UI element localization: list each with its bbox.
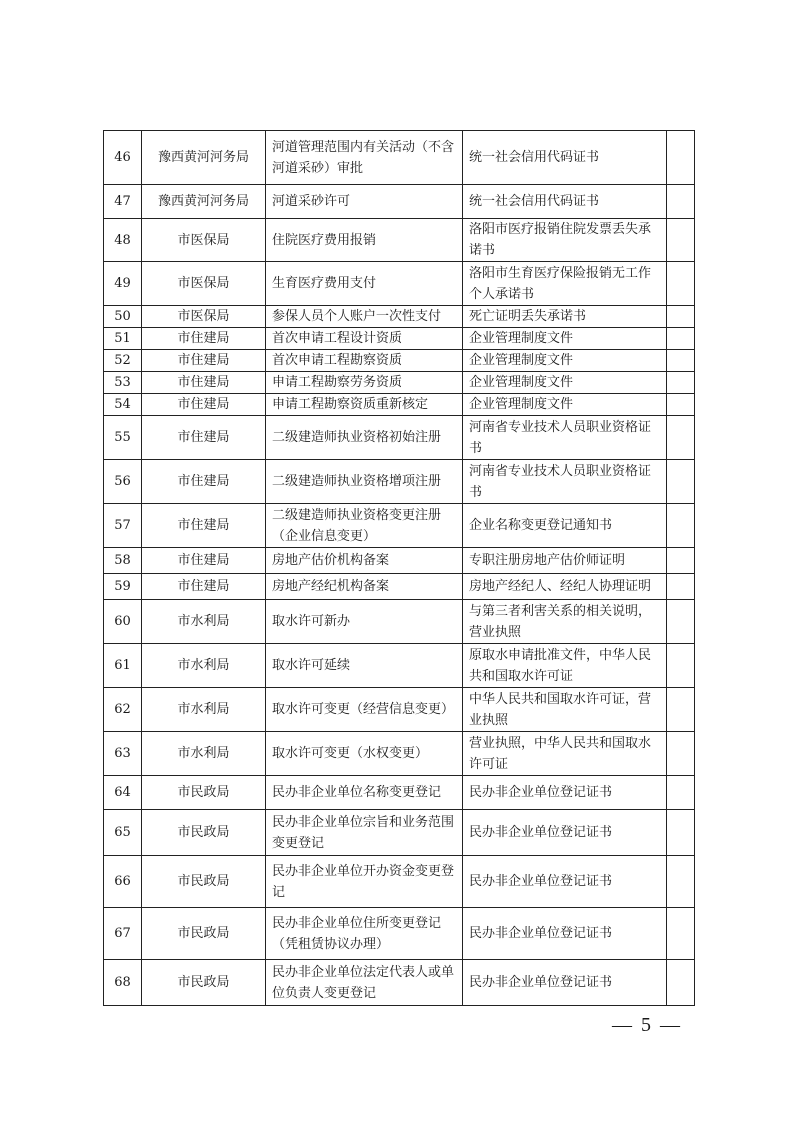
table-row — [104, 219, 695, 262]
service-item-cell: 申请工程勘察资质重新核定 — [266, 394, 463, 416]
note-cell — [667, 810, 695, 856]
table-row — [104, 394, 695, 416]
table-row — [104, 908, 695, 960]
row-number: 68 — [104, 960, 142, 1006]
service-item-cell: 河道采砂许可 — [266, 185, 463, 219]
service-item-cell: 二级建造师执业资格增项注册 — [266, 460, 463, 504]
department-cell: 市住建局 — [142, 350, 266, 372]
department-cell: 市民政局 — [142, 960, 266, 1006]
service-item-cell: 生育医疗费用支付 — [266, 262, 463, 306]
service-item-cell: 房地产经纪机构备案 — [266, 574, 463, 600]
table-row — [104, 644, 695, 688]
material-cell: 民办非企业单位登记证书 — [463, 856, 667, 908]
table-row — [104, 328, 695, 350]
material-cell: 企业管理制度文件 — [463, 350, 667, 372]
table-row — [104, 306, 695, 328]
table-row — [104, 810, 695, 856]
department-cell: 市住建局 — [142, 394, 266, 416]
note-cell — [667, 185, 695, 219]
service-item-cell: 二级建造师执业资格变更注册（企业信息变更） — [266, 504, 463, 548]
table-row — [104, 856, 695, 908]
material-cell: 死亡证明丢失承诺书 — [463, 306, 667, 328]
material-cell: 统一社会信用代码证书 — [463, 185, 667, 219]
department-cell: 市水利局 — [142, 600, 266, 644]
department-cell: 市民政局 — [142, 810, 266, 856]
note-cell — [667, 504, 695, 548]
material-cell: 民办非企业单位登记证书 — [463, 776, 667, 810]
service-item-cell: 首次申请工程勘察资质 — [266, 350, 463, 372]
table-row — [104, 574, 695, 600]
department-cell: 市住建局 — [142, 548, 266, 574]
note-cell — [667, 372, 695, 394]
service-item-cell: 取水许可变更（经营信息变更） — [266, 688, 463, 732]
table-row — [104, 960, 695, 1006]
row-number: 49 — [104, 262, 142, 306]
service-item-cell: 取水许可新办 — [266, 600, 463, 644]
certification-items-table — [103, 130, 695, 1006]
row-number: 50 — [104, 306, 142, 328]
department-cell: 市住建局 — [142, 574, 266, 600]
row-number: 46 — [104, 131, 142, 185]
department-cell: 豫西黄河河务局 — [142, 131, 266, 185]
service-item-cell: 民办非企业单位开办资金变更登记 — [266, 856, 463, 908]
row-number: 53 — [104, 372, 142, 394]
material-cell: 洛阳市生育医疗保险报销无工作个人承诺书 — [463, 262, 667, 306]
table-row — [104, 350, 695, 372]
note-cell — [667, 262, 695, 306]
table-row — [104, 416, 695, 460]
note-cell — [667, 776, 695, 810]
table-row — [104, 732, 695, 776]
material-cell: 营业执照，中华人民共和国取水许可证 — [463, 732, 667, 776]
note-cell — [667, 856, 695, 908]
department-cell: 市医保局 — [142, 262, 266, 306]
row-number: 61 — [104, 644, 142, 688]
service-item-cell: 取水许可变更（水权变更） — [266, 732, 463, 776]
row-number: 62 — [104, 688, 142, 732]
row-number: 56 — [104, 460, 142, 504]
material-cell: 民办非企业单位登记证书 — [463, 960, 667, 1006]
note-cell — [667, 306, 695, 328]
row-number: 52 — [104, 350, 142, 372]
page-number: — 5 — — [612, 1014, 682, 1036]
note-cell — [667, 600, 695, 644]
row-number: 66 — [104, 856, 142, 908]
row-number: 54 — [104, 394, 142, 416]
material-cell: 企业管理制度文件 — [463, 394, 667, 416]
material-cell: 房地产经纪人、经纪人协理证明 — [463, 574, 667, 600]
note-cell — [667, 732, 695, 776]
material-cell: 河南省专业技术人员职业资格证书 — [463, 460, 667, 504]
material-cell: 原取水申请批准文件，中华人民共和国取水许可证 — [463, 644, 667, 688]
service-item-cell: 参保人员个人账户一次性支付 — [266, 306, 463, 328]
department-cell: 市水利局 — [142, 732, 266, 776]
service-item-cell: 民办非企业单位名称变更登记 — [266, 776, 463, 810]
table-row — [104, 372, 695, 394]
row-number: 63 — [104, 732, 142, 776]
material-cell: 专职注册房地产估价师证明 — [463, 548, 667, 574]
row-number: 60 — [104, 600, 142, 644]
note-cell — [667, 328, 695, 350]
service-item-cell: 民办非企业单位宗旨和业务范围变更登记 — [266, 810, 463, 856]
department-cell: 市民政局 — [142, 856, 266, 908]
table-row — [104, 688, 695, 732]
note-cell — [667, 908, 695, 960]
row-number: 65 — [104, 810, 142, 856]
table-row — [104, 262, 695, 306]
service-item-cell: 申请工程勘察劳务资质 — [266, 372, 463, 394]
table-row — [104, 600, 695, 644]
material-cell: 企业管理制度文件 — [463, 328, 667, 350]
service-item-cell: 住院医疗费用报销 — [266, 219, 463, 262]
service-item-cell: 河道管理范围内有关活动（不含河道采砂）审批 — [266, 131, 463, 185]
table-row — [104, 504, 695, 548]
row-number: 67 — [104, 908, 142, 960]
department-cell: 豫西黄河河务局 — [142, 185, 266, 219]
note-cell — [667, 131, 695, 185]
service-item-cell: 民办非企业单位法定代表人或单位负责人变更登记 — [266, 960, 463, 1006]
department-cell: 市水利局 — [142, 688, 266, 732]
department-cell: 市民政局 — [142, 908, 266, 960]
department-cell: 市住建局 — [142, 328, 266, 350]
service-item-cell: 首次申请工程设计资质 — [266, 328, 463, 350]
note-cell — [667, 644, 695, 688]
row-number: 48 — [104, 219, 142, 262]
material-cell: 洛阳市医疗报销住院发票丢失承诺书 — [463, 219, 667, 262]
note-cell — [667, 688, 695, 732]
department-cell: 市住建局 — [142, 372, 266, 394]
note-cell — [667, 960, 695, 1006]
department-cell: 市民政局 — [142, 776, 266, 810]
service-item-cell: 房地产估价机构备案 — [266, 548, 463, 574]
material-cell: 中华人民共和国取水许可证，营业执照 — [463, 688, 667, 732]
service-item-cell: 二级建造师执业资格初始注册 — [266, 416, 463, 460]
row-number: 64 — [104, 776, 142, 810]
note-cell — [667, 460, 695, 504]
table-row — [104, 185, 695, 219]
row-number: 55 — [104, 416, 142, 460]
note-cell — [667, 574, 695, 600]
row-number: 47 — [104, 185, 142, 219]
material-cell: 企业管理制度文件 — [463, 372, 667, 394]
row-number: 59 — [104, 574, 142, 600]
row-number: 57 — [104, 504, 142, 548]
department-cell: 市水利局 — [142, 644, 266, 688]
material-cell: 民办非企业单位登记证书 — [463, 810, 667, 856]
table-row — [104, 776, 695, 810]
department-cell: 市医保局 — [142, 219, 266, 262]
note-cell — [667, 416, 695, 460]
note-cell — [667, 219, 695, 262]
note-cell — [667, 548, 695, 574]
row-number: 51 — [104, 328, 142, 350]
material-cell: 河南省专业技术人员职业资格证书 — [463, 416, 667, 460]
table-row — [104, 548, 695, 574]
material-cell: 统一社会信用代码证书 — [463, 131, 667, 185]
table-row — [104, 131, 695, 185]
material-cell: 企业名称变更登记通知书 — [463, 504, 667, 548]
department-cell: 市医保局 — [142, 306, 266, 328]
note-cell — [667, 350, 695, 372]
note-cell — [667, 394, 695, 416]
material-cell: 民办非企业单位登记证书 — [463, 908, 667, 960]
department-cell: 市住建局 — [142, 460, 266, 504]
table-row — [104, 460, 695, 504]
department-cell: 市住建局 — [142, 416, 266, 460]
table-body — [104, 131, 695, 1006]
material-cell: 与第三者利害关系的相关说明，营业执照 — [463, 600, 667, 644]
service-item-cell: 民办非企业单位住所变更登记（凭租赁协议办理） — [266, 908, 463, 960]
department-cell: 市住建局 — [142, 504, 266, 548]
row-number: 58 — [104, 548, 142, 574]
service-item-cell: 取水许可延续 — [266, 644, 463, 688]
